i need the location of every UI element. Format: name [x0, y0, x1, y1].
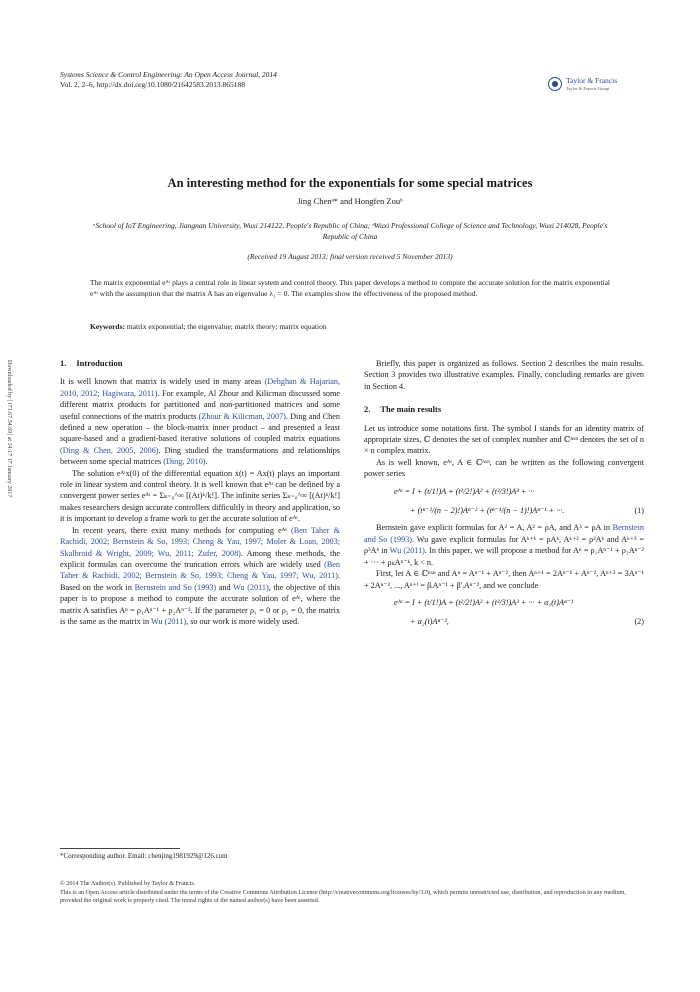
citation-link[interactable]: Wu (2011): [151, 616, 187, 626]
section-heading-introduction: [60, 358, 340, 369]
paragraph: Let us introduce some notations first. The symbol I stands for an identity matrix of appropriate sizes, ℂ denotes the set of complex number and ℂⁿˣⁿ denotes the set of n × n complex matrix.: [364, 423, 644, 456]
received-dates: (Received 19 August 2013; final version received 5 November 2013): [247, 252, 453, 261]
citation-link[interactable]: (Ding, 2010): [163, 457, 206, 467]
right-column: [364, 358, 644, 634]
article-title: An interesting method for the exponentials for some special matrices: [167, 176, 533, 190]
keywords-list: matrix exponential; the eigenvalue; matrix theory; matrix equation: [126, 322, 327, 331]
download-note: Downloaded by [171.67.34.69] at 14:17 17 January 2017: [6, 360, 12, 498]
paragraph: As is well known, eᴬᵗ, A ∈ ℂⁿˣⁿ, can be written as the following convergent power series: [364, 457, 644, 479]
volume-doi: Vol. 2, 2–6, http://dx.doi.org/10.1080/21642583.2013.865188: [60, 80, 245, 89]
publisher-subtitle: Taylor & Francis Group: [566, 86, 610, 91]
citation-link[interactable]: Wu (2011): [233, 582, 269, 592]
corresponding-author: *Corresponding author. Email: chenjing1981929@126.com: [60, 852, 228, 860]
section-heading-main-results: [364, 404, 644, 415]
equation-line: + (tⁿ⁻²/(n − 2)!)Aⁿ⁻² + (tⁿ⁻¹/(n − 1)!)Aⁿ⁻¹ + ···. (1): [410, 506, 644, 516]
abstract: The matrix exponential eᴬᵗ plays a central role in linear system and control theory. This paper develops a method to compute the accurate solution for the matrix exponential eᴬᵗ with the assumption that the matrix A has an eigenvalue λ₁ = 0. The examples show the effectiveness of the proposed method.: [90, 278, 610, 298]
copyright-line: © 2014 The Author(s). Published by Taylor & Francis.: [60, 880, 196, 887]
publisher-name: Taylor & Francis: [566, 76, 618, 85]
journal-header: [60, 70, 480, 90]
publisher-logo: [548, 76, 658, 96]
citation-link[interactable]: (Dehghan & Hajarian, 2010, 2012; Hagiwara, 2011): [60, 377, 341, 398]
equation-2: [364, 591, 644, 634]
paragraph: It is well known that matrix is widely used in many areas (Dehghan & Hajarian, 2010, 2012; Hagiwara, 2011). For example, Al Zhour and Kilicman discussed some different matrix products for partitioned and non-partitioned matrices and some useful connections of the matrix products (Zhour & Kilicman, 2007). Ding and Chen defined a new operation – the block-matrix inner product – and presented a least square-based and a gradient-based iterative solutions of coupled matrix equations (Ding & Chen, 2005, 2006). Ding studied the transformations and relationships between some special matrices (Ding, 2010).: [60, 377, 341, 467]
paragraph: The solution eᴬᵗx(0) of the differential equation ẋ(t) = Ax(t) plays an important role in linear system and control theory. It is well known that eᴬᵗ can be defined by a convergent power series eᴬᵗ = Σₖ₌₀^∞ [(At)ᵏ/k!]. The infinite series Σₖ₌₀^∞ [(At)ᵏ/k!] makes researchers design accurate controllers difficultly in theory and application, so it is important to develop a frame work to get the accurate solution of eᴬᵗ.: [60, 468, 340, 524]
journal-name: Systems Science & Control Engineering: An Open Access Journal, 2014: [60, 70, 277, 79]
download-watermark: [0, 360, 14, 690]
keywords-label: Keywords:: [90, 322, 125, 331]
paragraph: Briefly, this paper is organized as follows. Section 2 describes the main results. Section 3 provides two illustrative examples. Finally, concluding remarks are given in Section 4.: [364, 359, 644, 391]
license-text: This is an Open Access article distributed under the terms of the Creative Commons Attribution License (http://creativecommons.org/licenses/by/3.0), which permits unrestricted use, distribution, and reproduction in any medium, provided the original work is properly cited. The moral rights of the named author(s) have been asserted.: [60, 888, 626, 905]
equation-number: (1): [634, 506, 644, 516]
citation-link[interactable]: Bernstein and So (1993): [364, 523, 644, 544]
keywords: [90, 321, 610, 332]
equation-number: (2): [634, 617, 644, 627]
citation-link[interactable]: (Ding & Chen, 2005, 2006): [60, 445, 159, 455]
section-number: 2.: [364, 404, 371, 415]
article-authors: Jing Chenᵃ* and Hongfen Zouᵇ: [297, 196, 403, 206]
equation-1: [364, 480, 644, 523]
copyright-block: [60, 880, 640, 906]
equation-line: eᴬᵗ = I + (t/1!)A + (t²/2!)A² + (t³/3!)A³ + ···: [394, 486, 535, 496]
paragraph: First, let A ∈ ℂⁿˣⁿ and Aⁿ = Aⁿ⁻¹ + Aⁿ⁻², then Aⁿ⁺¹ = 2Aⁿ⁻¹ + Aⁿ⁻², Aⁿ⁺² = 3Aⁿ⁻¹ + 2Aⁿ⁻², ..., Aⁿ⁺ⁱ = βᵢAⁿ⁻¹ + β′ᵢAⁿ⁻², and we conclude: [364, 569, 644, 590]
citation-link[interactable]: (Ben Taher & Rachidi, 2002; Bernstein & So, 1993; Cheng & Yau, 1997; Moler & Loan, 2003; Skalbroid & Wright, 2009; Wu, 2011; Zufer, 2008): [60, 525, 341, 558]
footnote-rule: [60, 848, 180, 849]
left-column: [60, 358, 340, 627]
taylor-francis-icon: [548, 77, 562, 91]
section-title: Introduction: [76, 358, 123, 368]
equation-line: eᴬᵗ = I + (t/1!)A + (t²/2!)A² + (t³/3!)A³ + ··· + α₁(t)Aⁿ⁻¹: [394, 597, 574, 607]
citation-link[interactable]: (Zhour & Kilicman, 2007): [198, 411, 286, 421]
section-title: The main results: [380, 404, 442, 415]
citation-link[interactable]: Bernstein and So (1993): [134, 582, 217, 592]
citation-link[interactable]: (Ben Taher & Rachidi, 2002; Bernstein & So, 1993; Cheng & Yau, 1997; Wu, 2011): [60, 559, 341, 581]
paragraph: Bernstein gave explicit formulas for A² = A, A² = ρA, and A³ = ρA in Bernstein and So (1993). Wu gave explicit formulas for Aᵏ⁺¹ = ρAᵏ, Aᵏ⁺² = ρ²Aᵏ and Aᵏ⁺³ = ρ³Aᵏ in Wu (2011). In this paper, we will propose a method for Aⁿ = ρ₁Aⁿ⁻¹ + ρ₂Aⁿ⁻² + ··· + ρₖAⁿ⁻ᵏ, k < n.: [364, 523, 644, 567]
equation-line: + α₂(t)Aⁿ⁻², (2): [410, 617, 644, 627]
section-number: 1.: [60, 358, 67, 368]
citation-link[interactable]: Wu (2011): [389, 546, 425, 556]
paragraph: In recent years, there exist many methods for computing eᴬᵗ (Ben Taher & Rachidi, 2002; Bernstein & So, 1993; Cheng & Yau, 1997; Moler & Loan, 2003; Skalbroid & Wright, 2009; Wu, 2011; Zufer, 2008). Among these methods, the explicit formulas can overcome the truncation errors which are widely used (Ben Taher & Rachidi, 2002; Bernstein & So, 1993; Cheng & Yau, 1997; Wu, 2011). Based on the work in Bernstein and So (1993) and Wu (2011), the objective of this paper is to propose a method to compute the accurate solution of eᴬᵗ, where the matrix A satisfies Aⁿ = ρ₁Aⁿ⁻¹ + ρ₂Aⁿ⁻². If the parameter ρ₁ = 0 or ρ₂ = 0, the matrix is the same as the matrix in Wu (2011), so our work is more widely used.: [60, 525, 341, 626]
author-affiliations: ᵃSchool of IoT Engineering, Jiangnan University, Wuxi 214122, People's Republic of China; ᵇWuxi Professional College of Science and Technology, Wuxi 214028, People's Republic of China: [92, 221, 608, 241]
